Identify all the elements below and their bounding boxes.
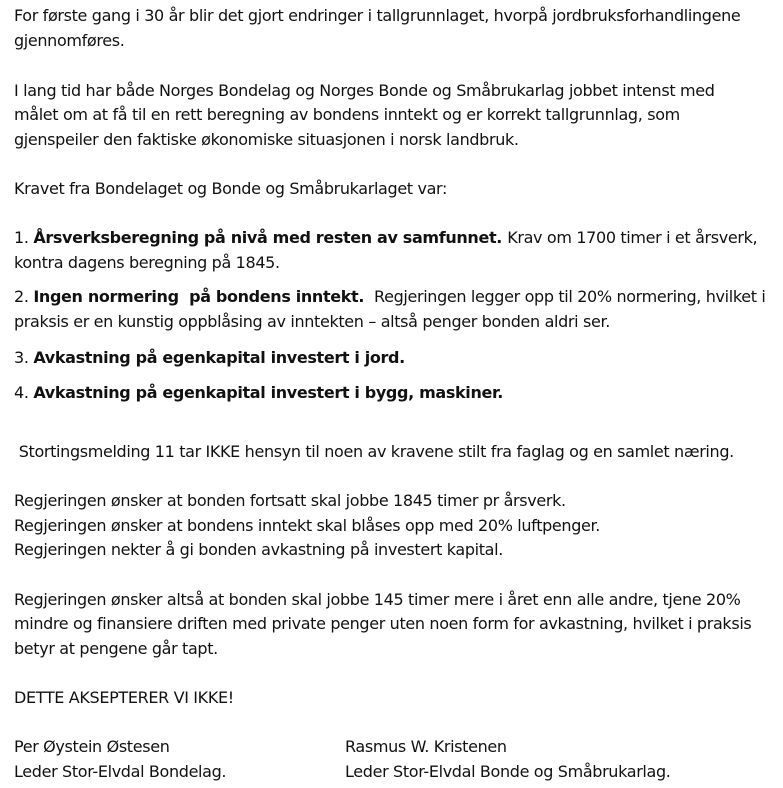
demand-4-line [14, 382, 503, 404]
para2-line-3: gjenspeiler den faktiske økonomiske situasjonen i norsk landbruk. [14, 130, 519, 149]
demand-2-line-2: praksis er en kunstig oppblåsing av inntekten – altså penger bonden aldri ser. [14, 312, 610, 331]
demand-3-line [14, 347, 405, 369]
demand-2-line-1 [14, 286, 765, 308]
demand-text: Krav om 1700 timer i et årsverk, [507, 228, 758, 247]
demand-bold-text: Ingen normering på bondens inntekt. [33, 287, 370, 306]
government-line-2: Regjeringen ønsker at bondens inntekt skal blåses opp med 20% luftpenger. [14, 516, 600, 535]
signature-left-name: Per Øystein Østesen [14, 737, 170, 756]
demand-text: Regjeringen legger opp til 20% normering, hvilket i [374, 287, 766, 306]
para2-line-1: I lang tid har både Norges Bondelag og Norges Bonde og Småbrukarlag jobbet intenst med [14, 81, 715, 100]
para2-line-2: målet om at få til en rett beregning av bondens inntekt og er korrekt tallgrunnlag, som [14, 105, 680, 124]
intro-line-2: gjennomføres. [14, 31, 125, 50]
signature-right-name: Rasmus W. Kristenen [345, 737, 507, 756]
demand-bold-text: Avkastning på egenkapital investert i jord. [33, 348, 405, 367]
demand-bold-text: Avkastning på egenkapital investert i bygg, maskiner. [33, 383, 503, 402]
summary-line-1: Regjeringen ønsker altså at bonden skal jobbe 145 timer mere i året enn alle andre, tjene 20% [14, 590, 741, 609]
signature-left-title: Leder Stor-Elvdal Bondelag. [14, 762, 227, 781]
summary-line-2: mindre og finansiere driften med private penger uten noen form for avkastning, hvilket i praksis [14, 614, 752, 633]
intro-line-1: For første gang i 30 år blir det gjort endringer i tallgrunnlaget, hvorpå jordbruksforhandlingene [14, 6, 741, 25]
stortingsmelding-line: Stortingsmelding 11 tar IKKE hensyn til noen av kravene stilt fra faglag og en samlet næring. [14, 442, 734, 461]
government-line-3: Regjeringen nekter å gi bonden avkastning på investert kapital. [14, 540, 503, 559]
signature-right-title: Leder Stor-Elvdal Bonde og Småbrukarlag. [345, 762, 671, 781]
demands-intro: Kravet fra Bondelaget og Bonde og Småbrukarlaget var: [14, 179, 448, 198]
demand-number: 3. [14, 348, 34, 367]
demand-bold-text: Årsverksberegning på nivå med resten av samfunnet. [33, 228, 508, 247]
summary-line-3: betyr at pengene går tapt. [14, 639, 218, 658]
demand-number: 4. [14, 383, 34, 402]
closing-statement: DETTE AKSEPTERER VI IKKE! [14, 688, 234, 707]
demand-1-line-2: kontra dagens beregning på 1845. [14, 253, 280, 272]
government-line-1: Regjeringen ønsker at bonden fortsatt skal jobbe 1845 timer pr årsverk. [14, 491, 566, 510]
demand-number: 2. [14, 287, 34, 306]
demand-1-line-1 [14, 227, 757, 249]
demand-number: 1. [14, 228, 34, 247]
